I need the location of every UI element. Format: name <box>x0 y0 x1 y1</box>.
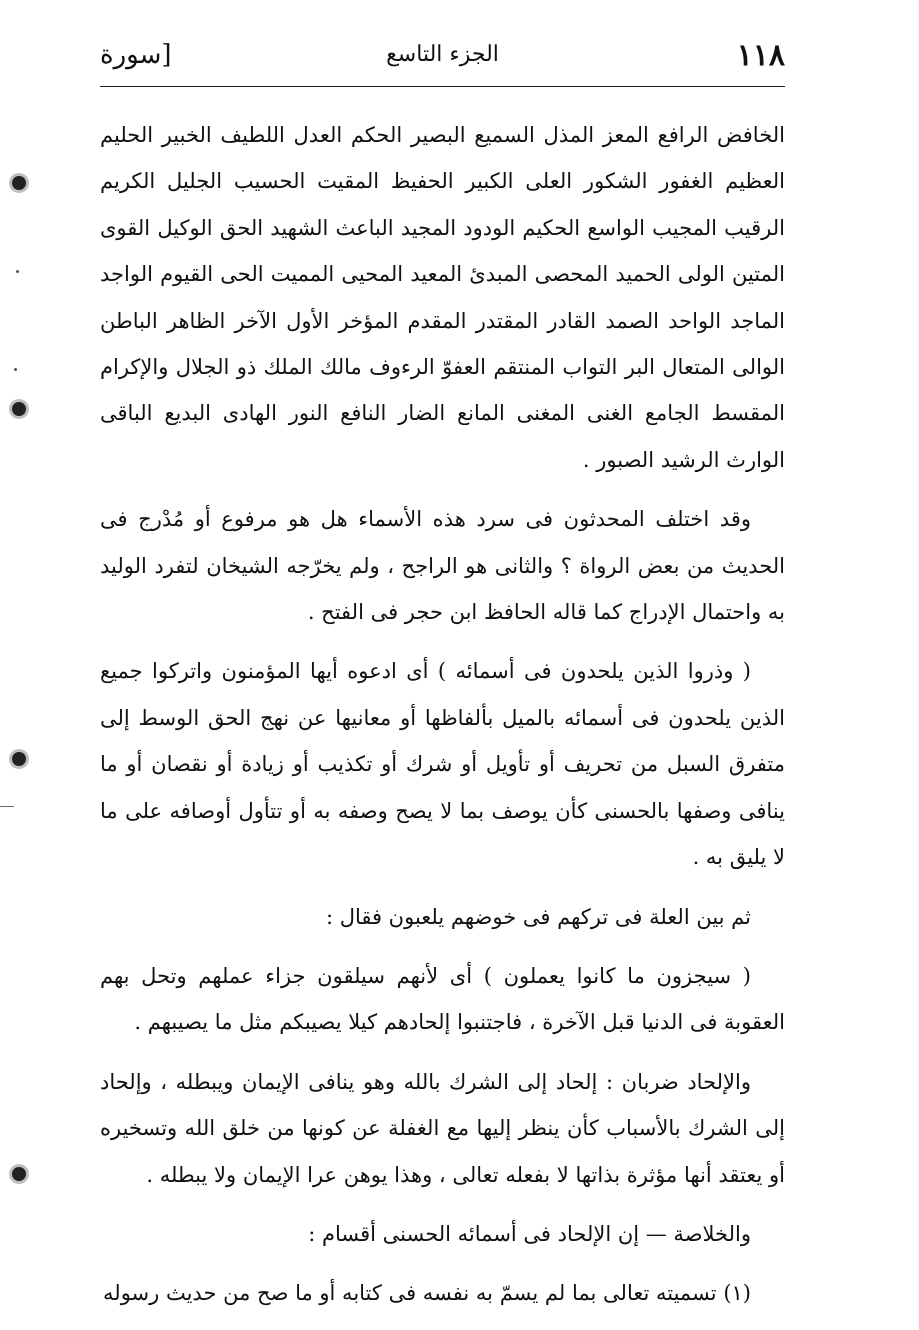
paragraph-verse-explanation: ( وذروا الذين يلحدون فى أسمائه ) أى ادعوه أيها المؤمنون واتركوا جميع الذين يلحدون فى أسمائه بالميل بألفاظها أو معانيها عن نهج الحق الوسط إلى متفرق السبل من تحريف أو تأويل أو شرك أو تكذيب أو زيادة أو نقصان أو ما ينافى وصفها بالحسنى كأن يوصف بما لا يصح وصفه به أو تتأول أوصافه على ما لا يليق به . <box>100 659 785 870</box>
page-number: ١١٨ <box>736 38 785 73</box>
paragraph-ilhad-types: والإلحاد ضربان : إلحاد إلى الشرك بالله وهو ينافى الإيمان ويبطله ، وإلحاد إلى الشرك بالأسباب كأن ينظر إليها مع الغفلة عن كونها من خلق الله وتسخيره أو يعتقد أنها مؤثرة بذاتها لا بفعله تعالى ، وهذا يوهن عرا الإيمان ولا يبطله . <box>100 1069 785 1187</box>
running-title: الجزء التاسع <box>386 42 499 67</box>
margin-blot <box>12 752 26 766</box>
page-body <box>100 112 785 1330</box>
margin-blot <box>12 176 26 190</box>
paragraph-list-item-1: (١) تسميته تعالى بما لم يسمّ به نفسه فى كتابه أو ما صح من حديث رسوله <box>103 1281 751 1306</box>
margin-blot <box>12 402 26 416</box>
margin-blot <box>12 1167 26 1181</box>
page-header <box>100 36 785 88</box>
paragraph-hadith-note: وقد اختلف المحدثون فى سرد هذه الأسماء هل هو مرفوع أو مُدْرج فى الحديث من بعض الرواة ؟ والثانى هو الراجح ، ولم يخرّجه الشيخان لتفرد الوليد به واحتمال الإدراج كما قاله الحافظ ابن حجر فى الفتح . <box>100 507 785 625</box>
paragraph-reason: ثم بين العلة فى تركهم فى خوضهم يلعبون فقال : <box>325 904 751 929</box>
margin-speck <box>14 368 17 371</box>
surah-label: [سورة <box>100 40 172 70</box>
header-rule <box>100 86 785 87</box>
paragraph-names-list: الخافض الرافع المعز المذل السميع البصير الحكم العدل اللطيف الخبير الحليم العظيم الغفور الشكور العلى الكبير الحفيظ المقيت الحسيب الجليل الكريم الرقيب المجيب الواسع الحكيم الودود المجيد الباعث الشهيد الحق الوكيل القوى المتين الولى الحميد المحصى المبدئ المعيد المحيى المميت الحى القيوم الواجد الماجد الواحد الصمد القادر المقتدر المقدم المؤخر الأول الآخر الظاهر الباطن الوالى المتعال البر التواب المنتقم العفوّ الرءوف مالك الملك ذو الجلال والإكرام المقسط الجامع الغنى المغنى المانع الضار النافع النور الهادى البديع الباقى الوارث الرشيد الصبور . <box>100 123 785 472</box>
paragraph-summary: والخلاصة — إن الإلحاد فى أسمائه الحسنى أقسام : <box>308 1221 751 1246</box>
paragraph-verse-recompense: ( سيجزون ما كانوا يعملون ) أى لأنهم سيلقون جزاء عملهم وتحل بهم العقوبة فى الدنيا قبل الآخرة ، فاجتنبوا إلحادهم كيلا يصيبكم مثل ما يصيبهم . <box>100 963 785 1035</box>
margin-speck <box>16 270 19 273</box>
margin-tick <box>0 806 14 807</box>
